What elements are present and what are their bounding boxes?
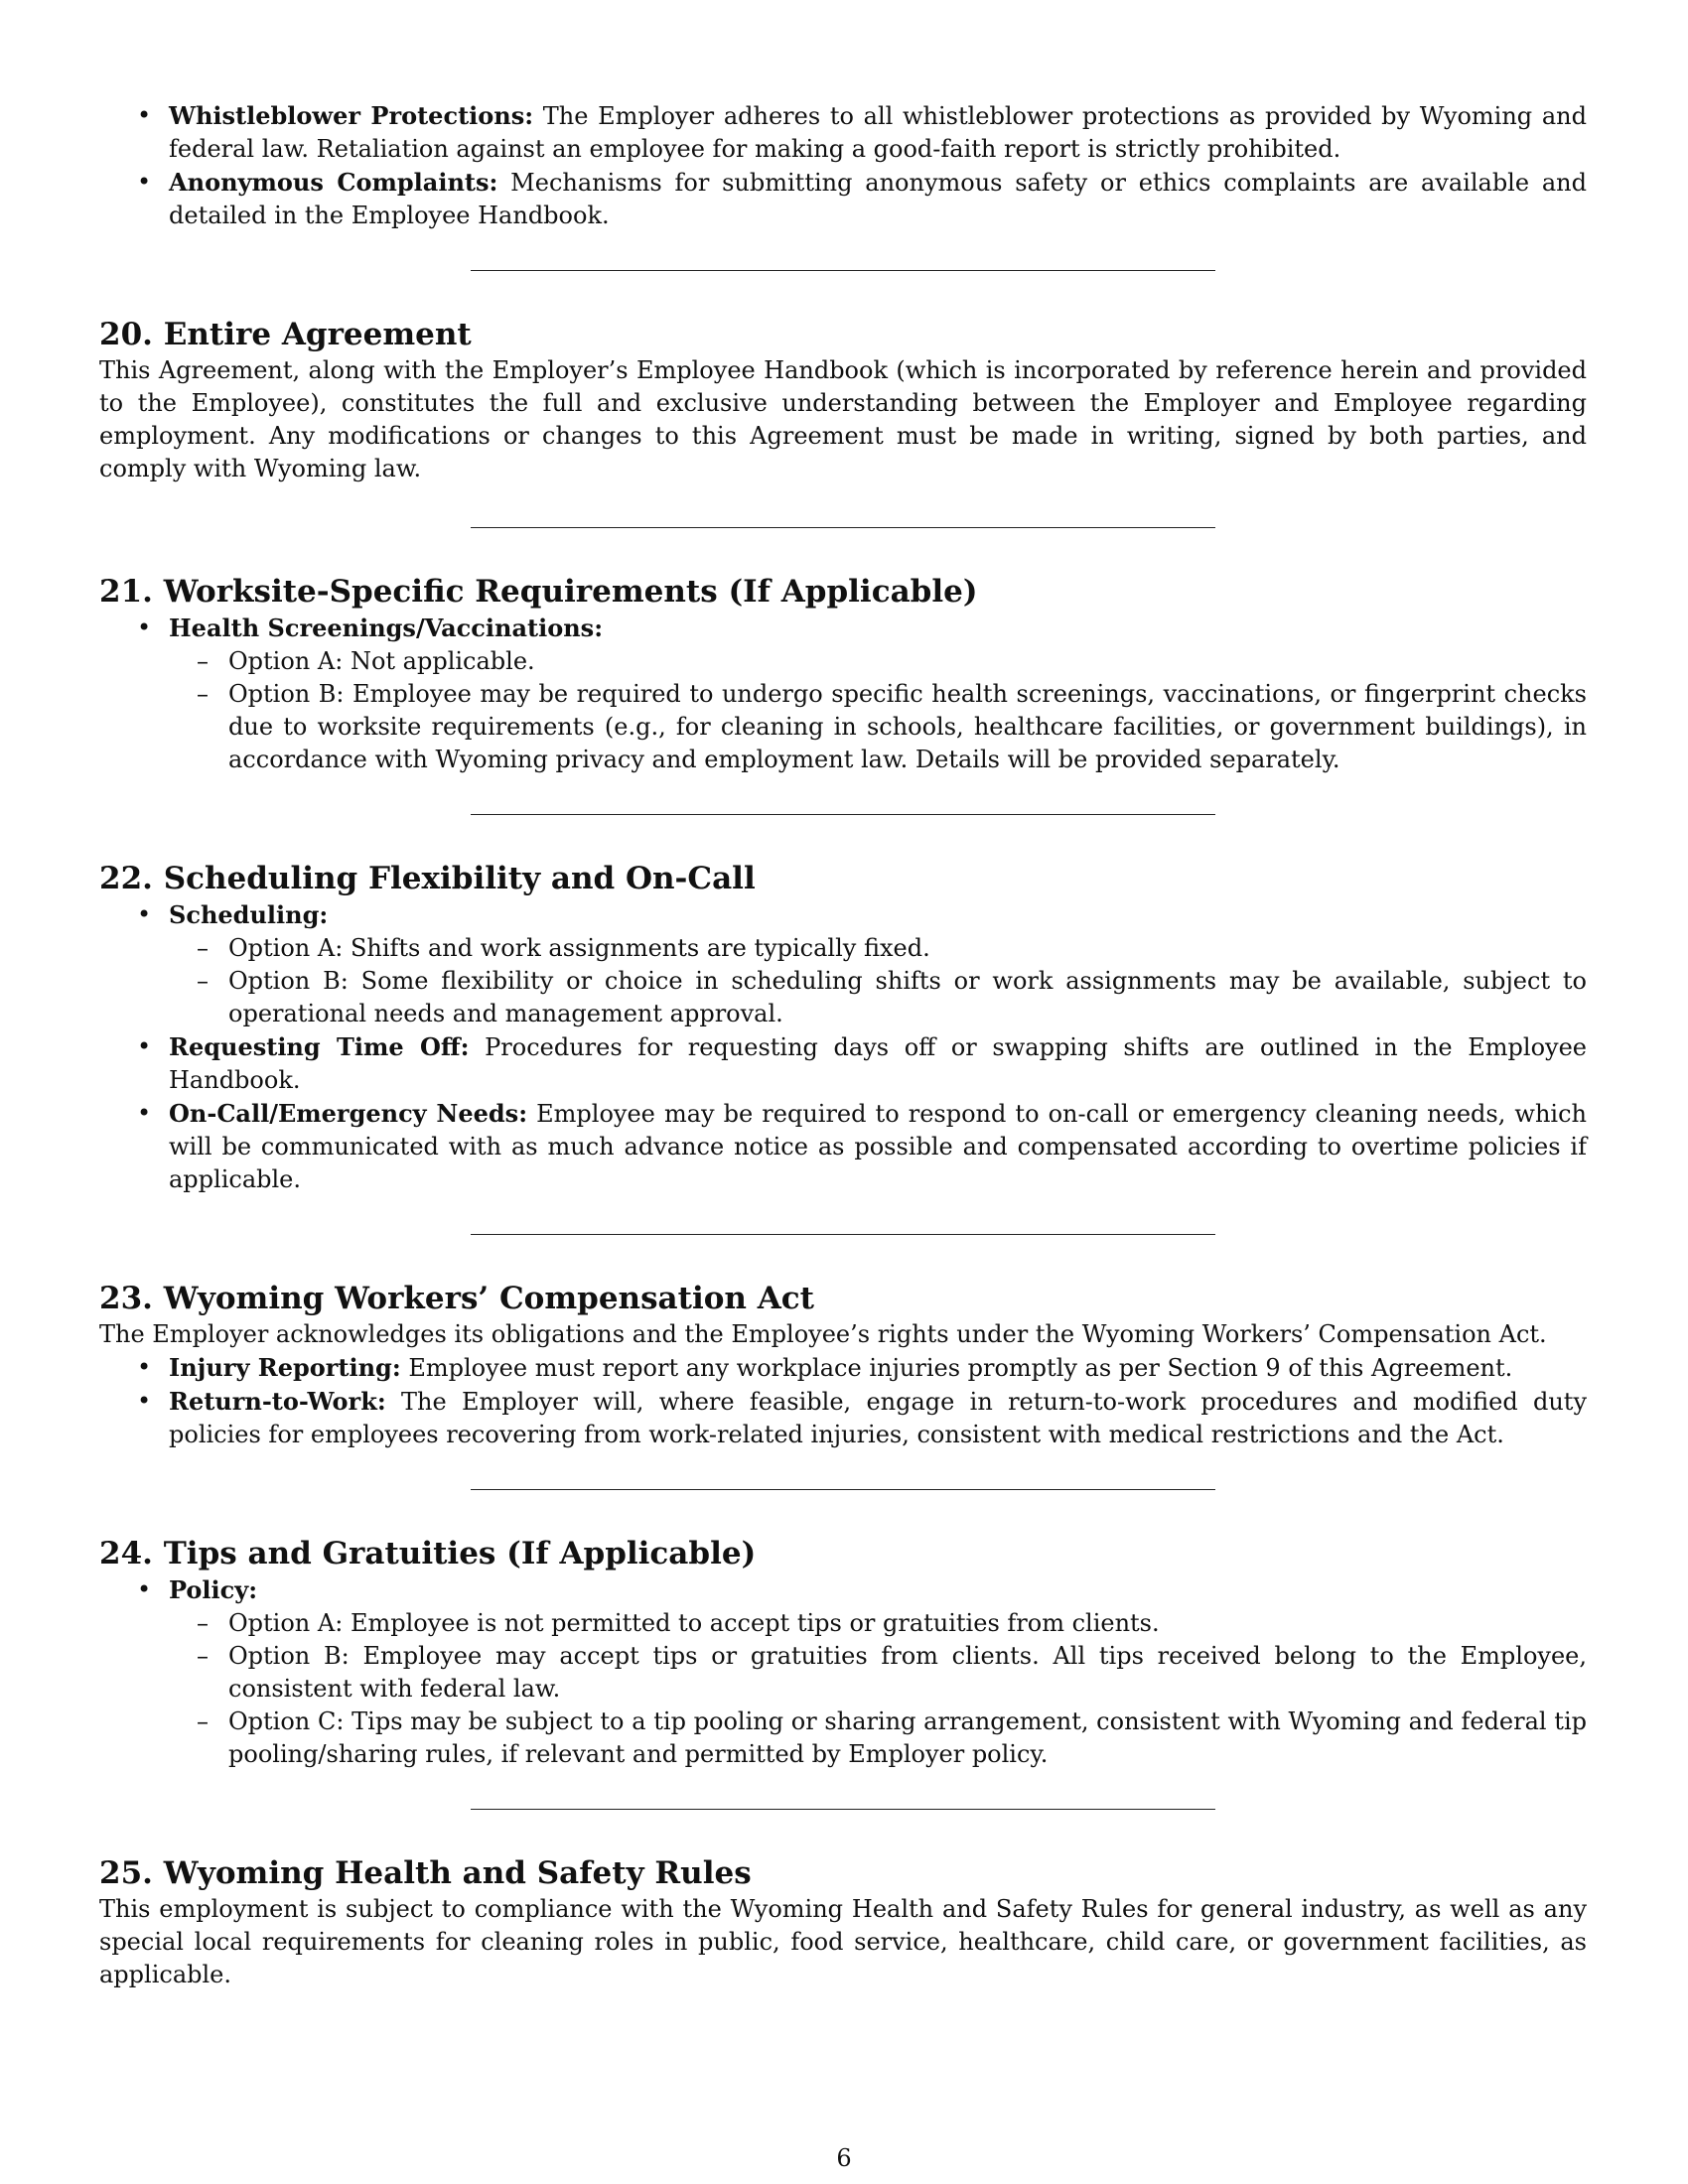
section-divider bbox=[471, 1234, 1215, 1235]
section19-bullet-list bbox=[99, 99, 1587, 232]
bullet-icon: • bbox=[137, 614, 152, 641]
bullet-text: Employee must report any workplace injuries promptly as per Section 9 of this Agreement. bbox=[400, 1354, 1513, 1382]
option-item bbox=[169, 965, 1587, 1030]
dash-icon: – bbox=[197, 967, 209, 995]
option-item bbox=[169, 645, 1587, 678]
bullet-text: Mechanisms for submitting anonymous safety or ethics complaints are available and detailed in the Employee Handbook. bbox=[169, 169, 1588, 229]
list-item bbox=[99, 1573, 1587, 1771]
bullet-label: On-Call/Emergency Needs: bbox=[169, 1099, 528, 1128]
list-item bbox=[99, 898, 1587, 1030]
bullet-icon: • bbox=[137, 1353, 152, 1381]
list-item bbox=[99, 1385, 1587, 1451]
list-item bbox=[99, 1351, 1587, 1385]
dash-icon: – bbox=[197, 1609, 209, 1637]
section-divider bbox=[471, 1489, 1215, 1490]
page-number: 6 bbox=[836, 2144, 852, 2172]
list-item bbox=[99, 1030, 1587, 1097]
list-item bbox=[99, 99, 1587, 166]
section-heading: 21. Worksite-Specific Requirements (If Applicable) bbox=[99, 574, 978, 610]
bullet-icon: • bbox=[137, 168, 152, 196]
section-heading: 23. Wyoming Workers’ Compensation Act bbox=[99, 1281, 814, 1316]
section23-bullet-list bbox=[99, 1351, 1587, 1451]
section-divider bbox=[471, 814, 1215, 815]
option-item bbox=[169, 678, 1587, 776]
option-text: Option A: Not applicable. bbox=[228, 647, 535, 675]
option-item bbox=[169, 1607, 1587, 1640]
section-heading: 25. Wyoming Health and Safety Rules bbox=[99, 1855, 752, 1891]
bullet-label: Return-to-Work: bbox=[169, 1387, 386, 1416]
section-divider bbox=[471, 527, 1215, 528]
dash-icon: – bbox=[197, 680, 209, 708]
dash-icon: – bbox=[197, 1707, 209, 1735]
section22-bullet-list bbox=[99, 898, 1587, 1196]
bullet-icon: • bbox=[137, 1099, 152, 1127]
bullet-label: Anonymous Complaints: bbox=[169, 168, 498, 197]
bullet-label: Whistleblower Protections: bbox=[169, 101, 534, 130]
bullet-icon: • bbox=[137, 1032, 152, 1060]
option-text: Option C: Tips may be subject to a tip pooling or sharing arrangement, consistent with Wyoming and federal tip pooling/sharing rules, if relevant and permitted by Employer policy. bbox=[228, 1707, 1587, 1768]
section-heading: 24. Tips and Gratuities (If Applicable) bbox=[99, 1536, 757, 1571]
bullet-label: Health Screenings/Vaccinations: bbox=[169, 614, 604, 642]
list-item bbox=[99, 166, 1587, 232]
option-list bbox=[169, 1607, 1587, 1771]
option-text: Option A: Employee is not permitted to accept tips or gratuities from clients. bbox=[228, 1609, 1160, 1637]
document-page bbox=[99, 99, 1587, 1991]
option-item bbox=[169, 1640, 1587, 1706]
bullet-label: Policy: bbox=[169, 1575, 258, 1604]
option-text: Option B: Some flexibility or choice in scheduling shifts or work assignments may be available, subject to operational needs and management approval. bbox=[228, 967, 1587, 1027]
bullet-icon: • bbox=[137, 1575, 152, 1603]
bullet-icon: • bbox=[137, 101, 152, 129]
section24-bullet-list bbox=[99, 1573, 1587, 1771]
dash-icon: – bbox=[197, 647, 209, 675]
bullet-text: Procedures for requesting days off or swapping shifts are outlined in the Employee Handbook. bbox=[169, 1033, 1587, 1094]
bullet-icon: • bbox=[137, 1387, 152, 1415]
list-item bbox=[99, 1097, 1587, 1196]
option-item bbox=[169, 932, 1587, 965]
dash-icon: – bbox=[197, 1642, 209, 1670]
option-list bbox=[169, 645, 1587, 776]
section-body: This employment is subject to compliance with the Wyoming Health and Safety Rules for general industry, as well as any special local requirements for cleaning roles in public, food service, healthcare, child care, or government facilities, as applicable. bbox=[99, 1895, 1587, 1988]
section-body: This Agreement, along with the Employer’s Employee Handbook (which is incorporated by reference herein and provided to the Employee), constitutes the full and exclusive understanding between the Employer and Employee regarding employment. Any modifications or changes to this Agreement must be made in writing, signed by both parties, and comply with Wyoming law. bbox=[99, 356, 1587, 482]
section-divider bbox=[471, 1809, 1215, 1810]
section-divider bbox=[471, 270, 1215, 271]
section-heading: 20. Entire Agreement bbox=[99, 317, 472, 352]
bullet-label: Requesting Time Off: bbox=[169, 1032, 470, 1061]
bullet-text: Employee may be required to respond to on-call or emergency cleaning needs, which will be communicated with as much advance notice as possible and compensated according to overtime policies if applicable. bbox=[169, 1100, 1587, 1193]
section21-bullet-list bbox=[99, 612, 1587, 776]
option-text: Option A: Shifts and work assignments are typically fixed. bbox=[228, 934, 930, 962]
option-list bbox=[169, 932, 1587, 1030]
bullet-text: The Employer will, where feasible, engage in return-to-work procedures and modified duty policies for employees recovering from work-related injuries, consistent with medical restrictions and the Act. bbox=[169, 1388, 1587, 1448]
dash-icon: – bbox=[197, 934, 209, 962]
bullet-icon: • bbox=[137, 900, 152, 928]
option-text: Option B: Employee may accept tips or gratuities from clients. All tips received belong to the Employee, consistent with federal law. bbox=[228, 1642, 1587, 1703]
list-item bbox=[99, 612, 1587, 776]
section-heading: 22. Scheduling Flexibility and On-Call bbox=[99, 861, 756, 896]
section-intro: The Employer acknowledges its obligations and the Employee’s rights under the Wyoming Workers’ Compensation Act. bbox=[99, 1320, 1547, 1348]
bullet-label: Injury Reporting: bbox=[169, 1353, 401, 1382]
option-item bbox=[169, 1706, 1587, 1771]
option-text: Option B: Employee may be required to undergo specific health screenings, vaccinations, or fingerprint checks due to worksite requirements (e.g., for cleaning in schools, healthcare facilities, or government buildings), in accordance with Wyoming privacy and employment law. Details will be provided separately. bbox=[228, 680, 1587, 773]
bullet-label: Scheduling: bbox=[169, 900, 329, 929]
bullet-text: The Employer adheres to all whistleblower protections as provided by Wyoming and federal law. Retaliation against an employee for making a good-faith report is strictly prohibited. bbox=[169, 102, 1587, 163]
